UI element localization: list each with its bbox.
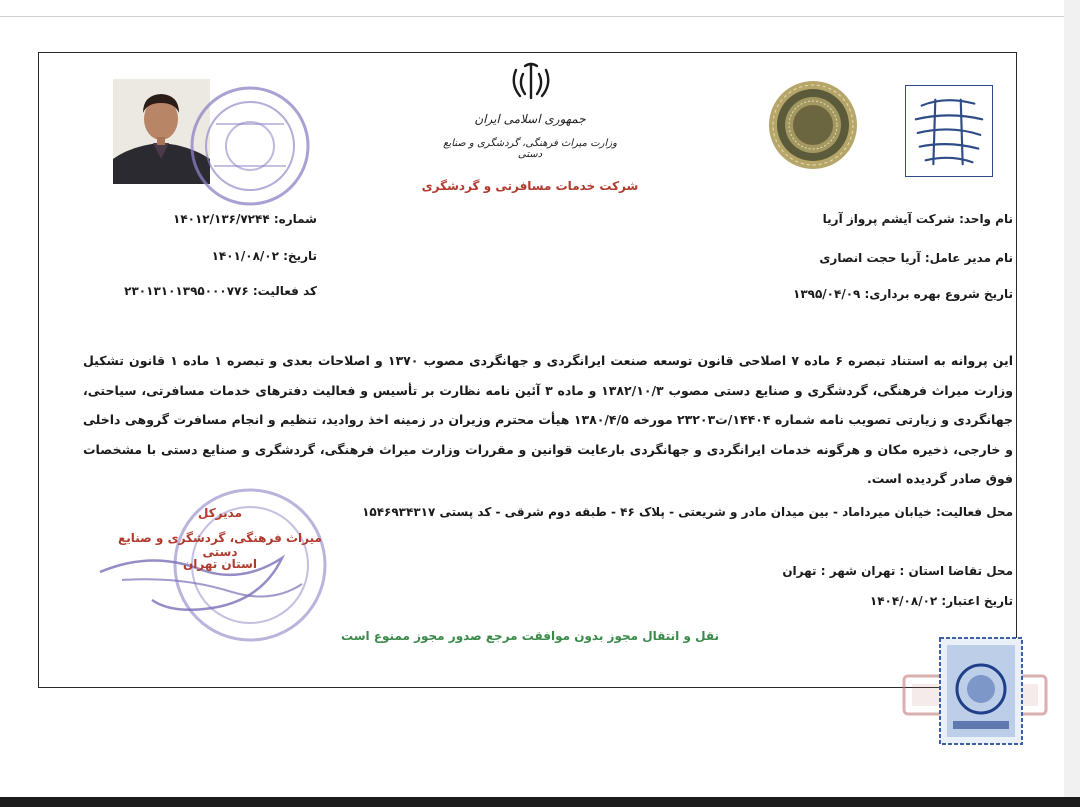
hologram-seal-icon	[767, 79, 859, 171]
validity-label: تاریخ اعتبار:	[941, 594, 1013, 608]
transfer-notice: نقل و انتقال مجوز بدون موافقت مرجع صدور مجوز ممنوع است	[341, 629, 719, 643]
date-label: تاریخ:	[283, 249, 317, 263]
iran-emblem-icon	[508, 60, 554, 106]
signature-office: میراث فرهنگی، گردشگری و صنایع دستی	[118, 531, 322, 559]
validity-row	[683, 594, 1013, 608]
start-date-value: ۱۳۹۵/۰۴/۰۹	[793, 287, 861, 301]
city-label: شهر :	[820, 564, 857, 578]
unit-name-label: نام واحد:	[959, 212, 1013, 226]
ministry-title: وزارت میراث فرهنگی، گردشگری و صنایع دستی	[443, 138, 617, 160]
scan-right-edge	[1064, 0, 1080, 807]
number-value: ۱۴۰۱۲/۱۳۶/۷۲۴۴	[173, 212, 270, 226]
unit-name-row	[683, 212, 1013, 226]
start-date-row	[683, 287, 1013, 301]
manager-row	[683, 251, 1013, 265]
republic-title: جمهوری اسلامی ایران	[474, 112, 586, 126]
request-place-label: محل تقاضا	[948, 564, 1013, 578]
activity-place-row	[253, 505, 1013, 519]
unit-name-value: شرکت آیشم پرواز آریا	[822, 212, 955, 226]
date-row	[137, 249, 317, 263]
date-value: ۱۴۰۱/۰۸/۰۲	[211, 249, 279, 263]
manager-label: نام مدیر عامل:	[924, 251, 1013, 265]
official-stamp-icon	[188, 84, 313, 208]
ministry-logo	[905, 85, 993, 177]
request-place-row	[683, 564, 1013, 578]
scan-top-line	[0, 16, 1080, 17]
signature-title: مدیرکل	[197, 506, 243, 520]
manager-value: آریا حجت انصاری	[819, 251, 921, 265]
number-row	[137, 212, 317, 226]
province-label: استان :	[899, 564, 945, 578]
scan-bottom-edge	[0, 797, 1080, 807]
validity-value: ۱۴۰۴/۰۸/۰۲	[869, 594, 938, 608]
signature-province: استان تهران	[183, 557, 257, 571]
province-value: تهران	[861, 564, 896, 578]
activity-place-value: خیابان میرداماد - بین میدان مادر و شریعتی - پلاک ۴۶ - طبقه دوم شرقی - کد پستی ۱۵۴۶۹۳۴۳۱۷	[362, 505, 932, 519]
start-date-label: تاریخ شروع بهره برداری:	[864, 287, 1013, 301]
revenue-stamp-icon	[939, 637, 1023, 745]
activity-code-label: کد فعالیت:	[252, 284, 317, 298]
activity-place-label: محل فعالیت:	[935, 505, 1013, 519]
city-value: تهران	[782, 564, 817, 578]
license-paragraph: این پروانه به استناد تبصره ۶ ماده ۷ اصلاحی قانون توسعه صنعت ایرانگردی و جهانگردی مصوب ۱۳۷۰ و اصلاحات بعدی و تبصره ۱ ماده ۱ قانون تشکیل وزارت میراث فرهنگی، گردشگری و صنایع دستی مصوب ۱۳۸۲/۱۰/۳ و ماده ۳ آئین نامه نظارت بر تأسیس و فعالیت دفترهای خدمات مسافرتی، سیاحتی، جهانگردی و زیارتی تصویب نامه شماره ۱۴۴۰۴/ت۲۳۲۰۳ مورخه ۱۳۸۰/۴/۵ هیأت محترم وزیران در زمینه اخذ روادید، تنظیم و انجام مسافرت گروهی داخلی و خارجی، ذخیره مکان و هرگونه خدمات ایرانگردی و جهانگردی بارعایت قوانین و مقررات وزارت میراث فرهنگی، گردشگری و صنایع دستی با مشخصات فوق صادر گردیده است.	[83, 353, 1014, 486]
activity-code-row	[124, 284, 317, 298]
company-type: شرکت خدمات مسافرتی و گردشگری	[421, 179, 639, 193]
activity-code-value: ۲۳۰۱۳۱۰۱۳۹۵۰۰۰۷۷۶	[124, 284, 249, 298]
number-label: شماره:	[273, 212, 317, 226]
